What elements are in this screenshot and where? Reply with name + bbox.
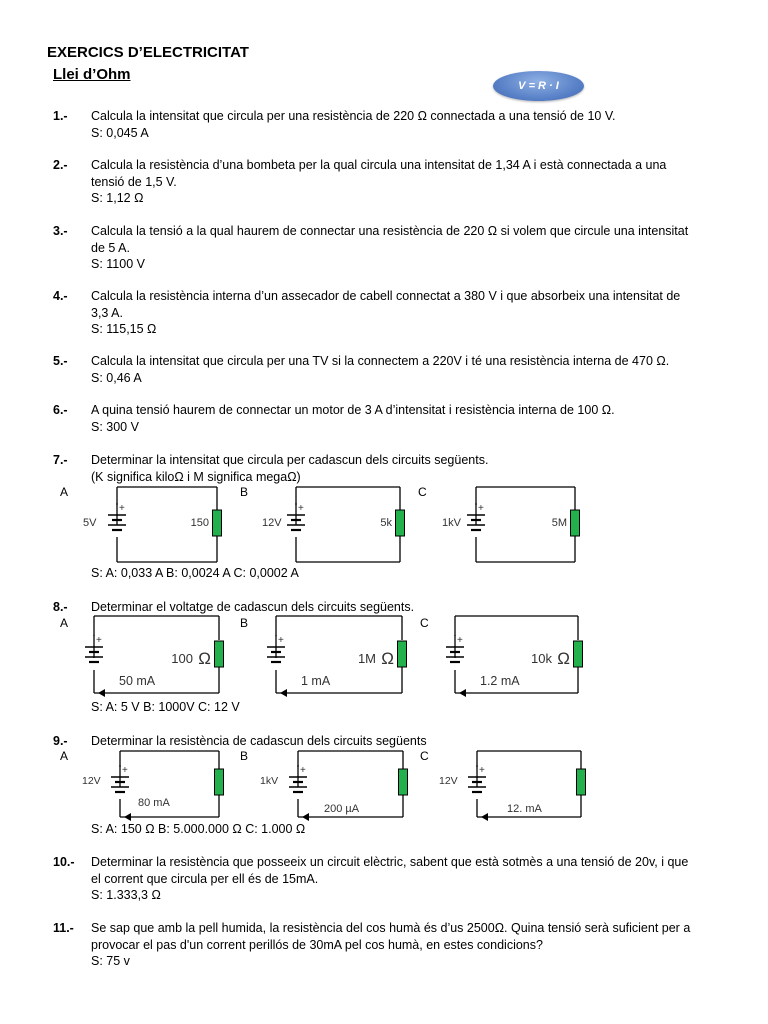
resistance-label: 150 bbox=[190, 517, 209, 529]
exercise-solution: S: 300 V bbox=[91, 419, 139, 434]
exercise-solution: S: 0,045 A bbox=[91, 125, 149, 140]
voltage-label: 1kV bbox=[442, 517, 461, 529]
exercise-solution: S: A: 0,033 A B: 0,0024 A C: 0,0002 A bbox=[91, 566, 299, 580]
exercise-solution: S: 1,12 Ω bbox=[91, 191, 144, 205]
current-label: 80 mA bbox=[138, 797, 170, 809]
worksheet-subtitle: Llei d’Ohm bbox=[53, 66, 131, 83]
voltage-label: 12V bbox=[82, 775, 101, 787]
exercise-number: 6.- bbox=[53, 403, 68, 417]
circuit-label-b: B bbox=[240, 616, 249, 630]
exercise-number: 1.- bbox=[53, 109, 68, 123]
resistor-symbol bbox=[398, 641, 407, 667]
current-direction-arrow bbox=[459, 689, 466, 697]
battery-symbol-plus-sign: + bbox=[298, 503, 304, 514]
exercise-number: 10.- bbox=[53, 855, 75, 869]
exercise-statement-line: (K significa kiloΩ i M significa megaΩ) bbox=[91, 469, 301, 484]
battery-symbol-plus-sign: + bbox=[278, 635, 284, 646]
circuit-label-c: C bbox=[420, 749, 429, 763]
current-direction-arrow bbox=[98, 689, 105, 697]
exercise-statement-line: Calcula la resistència d’una bombeta per la qual circula una intensitat de 1,34 A i està connectada a una bbox=[91, 158, 667, 172]
resistor-symbol bbox=[215, 769, 224, 795]
exercise-statement-line: Se sap que amb la pell humida, la resistència del cos humà és d’us 2500Ω. Quina tensió serà suficient per a bbox=[91, 921, 691, 935]
voltage-label: 12V bbox=[262, 517, 282, 529]
voltage-label: 1kV bbox=[260, 775, 279, 787]
circuit-label-c: C bbox=[418, 485, 427, 499]
exercise-statement-line: 3,3 A. bbox=[91, 305, 123, 320]
current-direction-arrow bbox=[302, 813, 309, 821]
resistor-symbol bbox=[396, 510, 405, 536]
circuit-label-a: A bbox=[60, 749, 69, 763]
exercise-number: 11.- bbox=[53, 921, 74, 935]
exercise-solution: S: A: 150 Ω B: 5.000.000 Ω C: 1.000 Ω bbox=[91, 822, 306, 836]
current-direction-arrow bbox=[481, 813, 488, 821]
ohm-law-formula-badge: V = R · I bbox=[493, 71, 584, 101]
exercise-statement-line: Calcula la resistència interna d’un assecador de cabell connectat a 380 V i que absorbeix una intensitat de bbox=[91, 289, 681, 303]
ohm-symbol: Ω bbox=[381, 649, 394, 668]
exercise-statement-line: Determinar la intensitat que circula per cadascun dels circuits següents. bbox=[91, 453, 489, 467]
resistance-label: 10k bbox=[531, 651, 552, 666]
exercise-statement-line: Calcula la intensitat que circula per una TV si la connectem a 220V i té una resistència interna de 470 Ω. bbox=[91, 354, 670, 368]
resistor-symbol bbox=[577, 769, 586, 795]
circuit-label-a: A bbox=[60, 616, 69, 630]
ohm-symbol: Ω bbox=[557, 649, 570, 668]
exercise-number: 3.- bbox=[53, 224, 68, 238]
exercise-solution: S: 0,46 A bbox=[91, 370, 142, 385]
current-label: 1 mA bbox=[301, 674, 331, 688]
exercise-statement-line: tensió de 1,5 V. bbox=[91, 174, 177, 189]
resistor-symbol bbox=[399, 769, 408, 795]
exercise-number: 8.- bbox=[53, 600, 68, 614]
resistance-label: 1M bbox=[357, 651, 376, 666]
exercise-solution: S: 1.333,3 Ω bbox=[91, 888, 161, 902]
resistance-label: 5M bbox=[551, 517, 567, 529]
worksheet-title: EXERCICS D’ELECTRICITAT bbox=[47, 44, 249, 61]
exercise-number: 2.- bbox=[53, 158, 68, 172]
exercise-statement-line: provocar el pas d'un corrent perillós de 30mA pel cos humà, en estes condicions? bbox=[91, 937, 543, 952]
current-label: 200 µA bbox=[324, 803, 360, 815]
exercise-statement-line: Determinar la resistència que posseeix un circuit elèctric, sabent que està sotmès a una tensió de 20v, i que bbox=[91, 855, 689, 869]
exercise-number: 9.- bbox=[53, 734, 68, 748]
exercise-number: 5.- bbox=[53, 354, 68, 368]
exercise-statement-line: Calcula la tensió a la qual haurem de connectar una resistència de 220 Ω si volem que circule una intensitat bbox=[91, 224, 689, 238]
circuit-label-b: B bbox=[240, 485, 249, 499]
circuit-label-a: A bbox=[60, 485, 69, 499]
exercise-statement-line: el corrent que circula per ell és de 15mA. bbox=[91, 871, 319, 886]
exercise-solution: S: A: 5 V B: 1000V C: 12 V bbox=[91, 700, 240, 714]
battery-symbol-plus-sign: + bbox=[119, 503, 125, 514]
current-direction-arrow bbox=[280, 689, 287, 697]
exercise-statement-line: A quina tensió haurem de connectar un motor de 3 A d’intensitat i resistència interna de 100 Ω. bbox=[91, 403, 615, 417]
circuit-label-c: C bbox=[420, 616, 429, 630]
battery-symbol-plus-sign: + bbox=[457, 635, 463, 646]
voltage-label: 12V bbox=[439, 775, 458, 787]
exercise-solution: S: 1100 V bbox=[91, 257, 145, 271]
current-label: 50 mA bbox=[119, 674, 156, 688]
exercise-number: 7.- bbox=[53, 453, 68, 467]
battery-symbol-plus-sign: + bbox=[479, 765, 485, 776]
exercise-solution: S: 115,15 Ω bbox=[91, 322, 157, 336]
exercise-statement-line: de 5 A. bbox=[91, 240, 130, 255]
exercise-statement-line: Determinar la resistència de cadascun dels circuits següents bbox=[91, 734, 427, 748]
circuit-label-b: B bbox=[240, 749, 249, 763]
ohm-symbol: Ω bbox=[198, 649, 211, 668]
battery-symbol-plus-sign: + bbox=[122, 765, 128, 776]
exercise-solution: S: 75 v bbox=[91, 954, 130, 968]
resistance-label: 100 bbox=[171, 651, 193, 666]
voltage-label: 5V bbox=[83, 517, 97, 529]
exercise-statement-line: Calcula la intensitat que circula per una resistència de 220 Ω connectada a una tensió de 10 V. bbox=[91, 109, 616, 123]
battery-symbol-plus-sign: + bbox=[96, 635, 102, 646]
resistor-symbol bbox=[571, 510, 580, 536]
exercise-number: 4.- bbox=[53, 289, 68, 303]
exercise-statement-line: Determinar el voltatge de cadascun dels circuits següents. bbox=[91, 600, 415, 614]
battery-symbol-plus-sign: + bbox=[478, 503, 484, 514]
current-label: 12. mA bbox=[507, 803, 542, 815]
current-label: 1.2 mA bbox=[480, 674, 520, 688]
resistor-symbol bbox=[213, 510, 222, 536]
current-direction-arrow bbox=[124, 813, 131, 821]
battery-symbol-plus-sign: + bbox=[300, 765, 306, 776]
resistance-label: 5k bbox=[380, 517, 392, 529]
resistor-symbol bbox=[574, 641, 583, 667]
resistor-symbol bbox=[215, 641, 224, 667]
